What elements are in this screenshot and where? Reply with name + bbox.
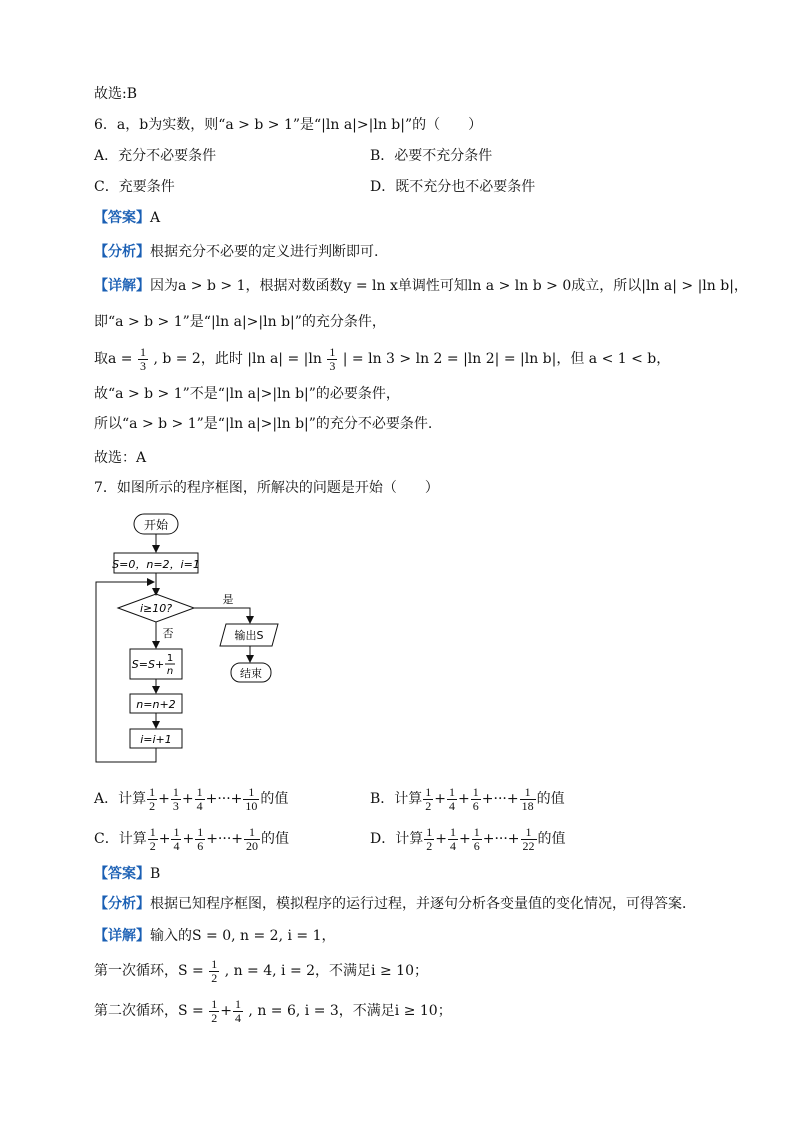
flow-output-label: 输出S	[234, 629, 264, 642]
detail-text: 输入的S = 0, n = 2, i = 1，	[150, 928, 336, 944]
fraction: $\frac{1}{6}$	[472, 784, 479, 813]
q7-loop1: 第一次循环，S = $\frac{1}{2}$ , n = 4, i = 2，不满足i ≥ 10；	[94, 956, 428, 985]
detail-tag: 【详解】	[94, 928, 150, 944]
q6-stem: 6．a，b为实数，则“a > b > 1”是“|ln a|>|ln b|”的（ ）	[94, 117, 483, 133]
q7-stem: 7．如图所示的程序框图，所解决的问题是开始（ ）	[94, 480, 439, 496]
flow-assign-num: 1	[166, 653, 174, 664]
flow-start-label: 开始	[143, 518, 169, 532]
q7-options-row2	[94, 824, 566, 854]
q7-analysis	[94, 894, 696, 914]
fraction: $\frac{1}{6}$	[197, 824, 204, 853]
q6-options-row1	[94, 146, 493, 166]
fraction: $\frac{1}{2}$	[149, 784, 156, 813]
fraction: $\frac{1}{4}$	[196, 784, 203, 813]
q6-detail-line2: 即“a > b > 1”是“|ln a|>|ln b|”的充分条件，	[94, 314, 386, 330]
fraction: $\frac{1}{22}$	[522, 824, 535, 853]
q6-answer	[94, 208, 160, 228]
q7-detail-line1	[94, 926, 336, 946]
flow-init-label: S=0，n=2，i=1	[112, 558, 200, 571]
flowchart	[90, 508, 300, 770]
analysis-text: 根据充分不必要的定义进行判断即可.	[150, 244, 379, 260]
q7-option-b: B．计算 $\frac{1}{2}$ + $\frac{1}{4}$ + $\frac{1}{6}$ +···+ $\frac{1}{18}$ 的值	[370, 784, 565, 813]
fraction: $\frac{1}{4}$	[234, 996, 241, 1025]
analysis-tag: 【分析】	[94, 244, 150, 260]
fraction: $\frac{1}{3}$	[139, 344, 146, 373]
q6-option-d: D．既不充分也不必要条件	[370, 179, 536, 195]
fraction: $\frac{1}{2}$	[425, 784, 432, 813]
q6-detail-line3: 取a = $\frac{1}{3}$ , b = 2，此时 |ln a| = |ln $\frac{1}{3}$ | = ln 3 > ln 2 = |ln 2| = |ln b|，但 a < 1 < b，	[94, 344, 671, 373]
q7-option-c: C．计算 $\frac{1}{2}$ + $\frac{1}{4}$ + $\frac{1}{6}$ +···+ $\frac{1}{20}$ 的值	[94, 824, 290, 853]
q6-analysis	[94, 242, 378, 262]
q6-option-b: B．必要不充分条件	[370, 148, 493, 164]
fraction: $\frac{1}{18}$	[521, 784, 534, 813]
answer-value: A	[150, 210, 161, 226]
q7-option-a: A．计算 $\frac{1}{2}$ + $\frac{1}{3}$ + $\frac{1}{4}$ +···+ $\frac{1}{10}$ 的值	[94, 784, 289, 813]
answer-tag: 【答案】	[94, 866, 150, 882]
fraction: $\frac{1}{2}$	[426, 824, 433, 853]
fraction: $\frac{1}{2}$	[211, 996, 218, 1025]
q6-option-a: A．充分不必要条件	[94, 148, 217, 164]
fraction: $\frac{1}{4}$	[173, 824, 180, 853]
flow-end-label: 结束	[240, 667, 262, 680]
q7-option-d: D．计算 $\frac{1}{2}$ + $\frac{1}{4}$ + $\frac{1}{6}$ +···+ $\frac{1}{22}$ 的值	[370, 824, 566, 853]
fraction: $\frac{1}{20}$	[246, 824, 259, 853]
fraction: $\frac{1}{10}$	[245, 784, 258, 813]
analysis-tag: 【分析】	[94, 896, 150, 912]
q6-detail-line1	[94, 276, 748, 296]
q6-conclusion: 故选：A	[94, 450, 147, 466]
q7-options-row1	[94, 784, 565, 814]
q6-option-c: C．充要条件	[94, 179, 175, 195]
flow-assign-label: S=S+	[131, 658, 165, 671]
fraction: $\frac{1}{2}$	[211, 956, 218, 985]
fraction: $\frac{1}{4}$	[449, 824, 456, 853]
fraction: $\frac{1}{3}$	[172, 784, 179, 813]
q6-detail-line5: 所以“a > b > 1”是“|ln a|>|ln b|”的充分不必要条件.	[94, 416, 433, 432]
detail-text: 因为a > b > 1，根据对数函数y = ln x单调性可知ln a > ln b > 0成立，所以|ln a| > |ln b|，	[150, 278, 748, 294]
fraction: $\frac{1}{2}$	[149, 824, 156, 853]
fraction: $\frac{1}{4}$	[449, 784, 456, 813]
detail-tag: 【详解】	[94, 278, 150, 294]
q7-answer	[94, 864, 160, 884]
flow-yes-label: 是	[222, 593, 234, 606]
analysis-text: 根据已知程序框图，模拟程序的运行过程，并逐句分析各变量值的变化情况，可得答案．	[150, 896, 696, 912]
q6-options-row2	[94, 177, 536, 197]
answer-value: B	[150, 866, 161, 882]
fraction: $\frac{1}{3}$	[329, 344, 336, 373]
q6-detail-line4: 故“a > b > 1”不是“|ln a|>|ln b|”的必要条件，	[94, 386, 400, 402]
previous-conclusion: 故选:B	[94, 86, 138, 102]
answer-tag: 【答案】	[94, 210, 150, 226]
flow-no-label: 否	[162, 627, 174, 640]
q7-loop2: 第二次循环，S = $\frac{1}{2}$ + $\frac{1}{4}$ , n = 6, i = 3，不满足i ≥ 10；	[94, 996, 452, 1025]
flow-decision-label: i≥10?	[139, 602, 173, 615]
flow-step-n-label: n=n+2	[136, 698, 176, 711]
fraction: $\frac{1}{6}$	[473, 824, 480, 853]
flow-step-i-label: i=i+1	[140, 733, 172, 746]
flow-assign-den: n	[166, 666, 174, 677]
